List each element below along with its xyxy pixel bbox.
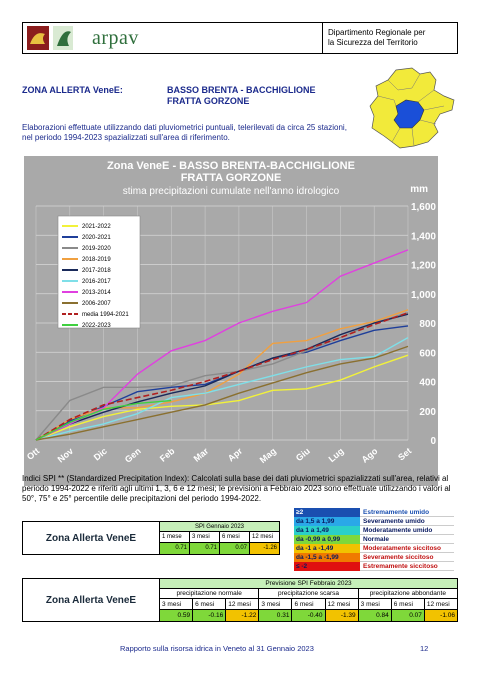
legend-series-name: 2016-2017 — [82, 279, 111, 285]
intro-paragraph: Elaborazioni effettuate utilizzando dati pluviometrici puntuali, telerilevati da circa 25 stazioni, nel periodo 1994-2023 spazializzati sull'area di riferimento. — [22, 123, 347, 142]
forecast-value: -1.06 — [425, 610, 457, 621]
footer-text: Rapporto sulla risorsa idrica in Veneto al 31 Gennaio 2023 — [120, 644, 314, 653]
forecast-zone-label: Zona Allerta VeneE — [23, 579, 159, 621]
forecast-month: 12 mesi — [326, 599, 359, 609]
legend-text: Estremamente umido — [360, 508, 454, 517]
x-tick-label: Ago — [359, 445, 380, 465]
legend-range: da -1 a -1,49 — [294, 544, 360, 553]
spi-col-2: 3 mesi — [190, 532, 220, 542]
legend-text: Moderatamente siccitoso — [360, 544, 454, 553]
legend-range: da 1 a 1,49 — [294, 526, 360, 535]
forecast-month: 6 mesi — [292, 599, 325, 609]
legend-row — [294, 535, 454, 544]
forecast-value: 0.84 — [359, 610, 392, 621]
x-tick-label: Mar — [191, 445, 211, 464]
series-line — [36, 355, 408, 440]
y-tick-label: 800 — [419, 319, 436, 330]
chart-svg — [24, 156, 438, 486]
legend-text: Normale — [360, 535, 454, 544]
forecast-month: 3 mesi — [259, 599, 292, 609]
forecast-value: -0.40 — [292, 610, 325, 621]
x-tick-label: Mag — [257, 445, 279, 466]
forecast-group-normal: precipitazione normale — [160, 589, 259, 598]
legend-text: Estremamente siccitoso — [360, 562, 454, 571]
lion-logo-icon — [27, 26, 87, 50]
forecast-title: Previsione SPI Febbraio 2023 — [160, 579, 457, 589]
forecast-month: 12 mesi — [226, 599, 259, 609]
forecast-month: 3 mesi — [359, 599, 392, 609]
chart-ylabel: mm — [410, 184, 428, 195]
forecast-values-row — [160, 610, 457, 621]
page-header — [22, 22, 458, 54]
x-tick-label: Nov — [55, 445, 76, 465]
zone-label: ZONA ALLERTA VeneE: — [22, 85, 123, 95]
legend-range: da -1,5 a -1,99 — [294, 553, 360, 562]
logo-area — [23, 23, 323, 53]
x-tick-label: Gen — [122, 445, 143, 465]
forecast-month: 6 mesi — [193, 599, 226, 609]
legend-row — [294, 544, 454, 553]
x-tick-label: Set — [396, 445, 414, 463]
legend-series-name: 2020-2021 — [82, 235, 111, 241]
x-tick-label: Dic — [91, 445, 109, 463]
forecast-month: 6 mesi — [392, 599, 425, 609]
legend-row — [294, 508, 454, 517]
spi-val-4: -1.26 — [250, 543, 279, 554]
chart-title-line-2: FRATTA GORZONE — [180, 172, 282, 184]
spi-val-1: 0.71 — [160, 543, 190, 554]
chart-title: Zona VeneE - BASSO BRENTA-BACCHIGLIONE — [107, 160, 355, 172]
veneto-region-map — [364, 66, 460, 152]
legend-text: Severamente umido — [360, 517, 454, 526]
spi-legend — [294, 508, 454, 571]
zone-name-line-1: BASSO BRENTA - BACCHIGLIONE — [167, 85, 316, 95]
legend-series-name: 2022-2023 — [82, 323, 111, 329]
spi-col-3: 6 mesi — [220, 532, 250, 542]
department-name — [323, 23, 457, 53]
x-tick-label: Giu — [293, 445, 312, 464]
y-tick-label: 1,400 — [410, 231, 436, 243]
legend-series-name: 2006-2007 — [82, 301, 111, 307]
spi-val-2: 0.71 — [190, 543, 220, 554]
forecast-months-row — [160, 599, 457, 610]
legend-series-name: media 1994-2021 — [82, 312, 129, 318]
series-line — [36, 338, 408, 440]
forecast-value: -0.16 — [193, 610, 226, 621]
spi-january-table — [22, 521, 280, 555]
legend-series-name: 2021-2022 — [82, 224, 111, 230]
logo-text: arpav — [92, 26, 139, 49]
spi-table-title: SPI Gennaio 2023 — [160, 522, 279, 532]
forecast-grid — [159, 579, 457, 621]
y-tick-label: 200 — [419, 406, 436, 418]
legend-text: Moderatamente umido — [360, 526, 454, 535]
spi-zone-label: Zona Allerta VeneE — [23, 522, 159, 554]
legend-row — [294, 562, 454, 571]
legend-row — [294, 517, 454, 526]
legend-series-name: 2013-2014 — [82, 290, 111, 296]
forecast-value: -1.39 — [326, 610, 359, 621]
legend-text: Severamente siccitoso — [360, 553, 454, 562]
spi-grid — [159, 522, 279, 554]
forecast-group-scarce: precipitazione scarsa — [259, 589, 358, 598]
forecast-month: 12 mesi — [426, 601, 450, 608]
y-tick-label: 1,000 — [410, 289, 436, 301]
x-tick-label: Lug — [326, 445, 346, 465]
precipitation-chart — [24, 156, 438, 486]
spi-col-4: 12 mesi — [252, 534, 274, 540]
legend-series-name: 2019-2020 — [82, 246, 111, 252]
spi-val-3: 0.07 — [220, 543, 250, 554]
legend-range: da 1,5 a 1,99 — [294, 517, 360, 526]
y-tick-label: 0 — [430, 436, 436, 447]
y-tick-label: 1,200 — [410, 260, 436, 272]
y-tick-label: 1,600 — [410, 202, 436, 213]
spi-forecast-table — [22, 578, 458, 622]
legend-series-name: 2018-2019 — [82, 257, 111, 263]
y-tick-label: 600 — [419, 348, 436, 360]
x-tick-label: Apr — [225, 445, 245, 464]
dept-line-2: la Sicurezza del Territorio — [328, 38, 418, 47]
x-tick-label: Feb — [157, 445, 177, 464]
chart-subtitle: stima precipitazioni cumulate nell'anno idrologico — [122, 186, 340, 197]
forecast-value: 0.07 — [392, 610, 425, 621]
legend-row — [294, 553, 454, 562]
legend-series-name: 2017-2018 — [82, 268, 111, 274]
zone-name-line-2: FRATTA GORZONE — [167, 96, 250, 106]
legend-row — [294, 526, 454, 535]
y-tick-label: 400 — [419, 377, 436, 389]
legend-range: ≥2 — [294, 508, 360, 517]
page-number: 12 — [420, 644, 429, 653]
legend-range: ≤ -2 — [294, 562, 360, 571]
forecast-month: 3 mesi — [160, 599, 193, 609]
forecast-value: 0.31 — [259, 610, 292, 621]
forecast-value: -1.22 — [226, 610, 259, 621]
spi-description: Indici SPI ** (Standardized Precipitation Index): Calcolati sulla base dei dati pluviometrici spazializzati sull'area, relativi al periodo 1994-2022 e riferiti agli ultimi 1, 3, 6 e 12 mesi; le previsioni a Febbraio 2023 sono effettuate utilizzando i valori al 50°, 75° e 25° percentile delle precipitazioni del periodo 1994-2022. — [22, 474, 451, 503]
forecast-value: 0.59 — [160, 610, 193, 621]
x-tick-label: Ott — [24, 445, 42, 462]
forecast-group-abundant: precipitazione abbondante — [369, 590, 446, 597]
dept-line-1: Dipartimento Regionale per — [328, 28, 426, 37]
legend-range: da -0,99 a 0,99 — [294, 535, 360, 544]
spi-col-1: 1 mese — [160, 532, 190, 542]
